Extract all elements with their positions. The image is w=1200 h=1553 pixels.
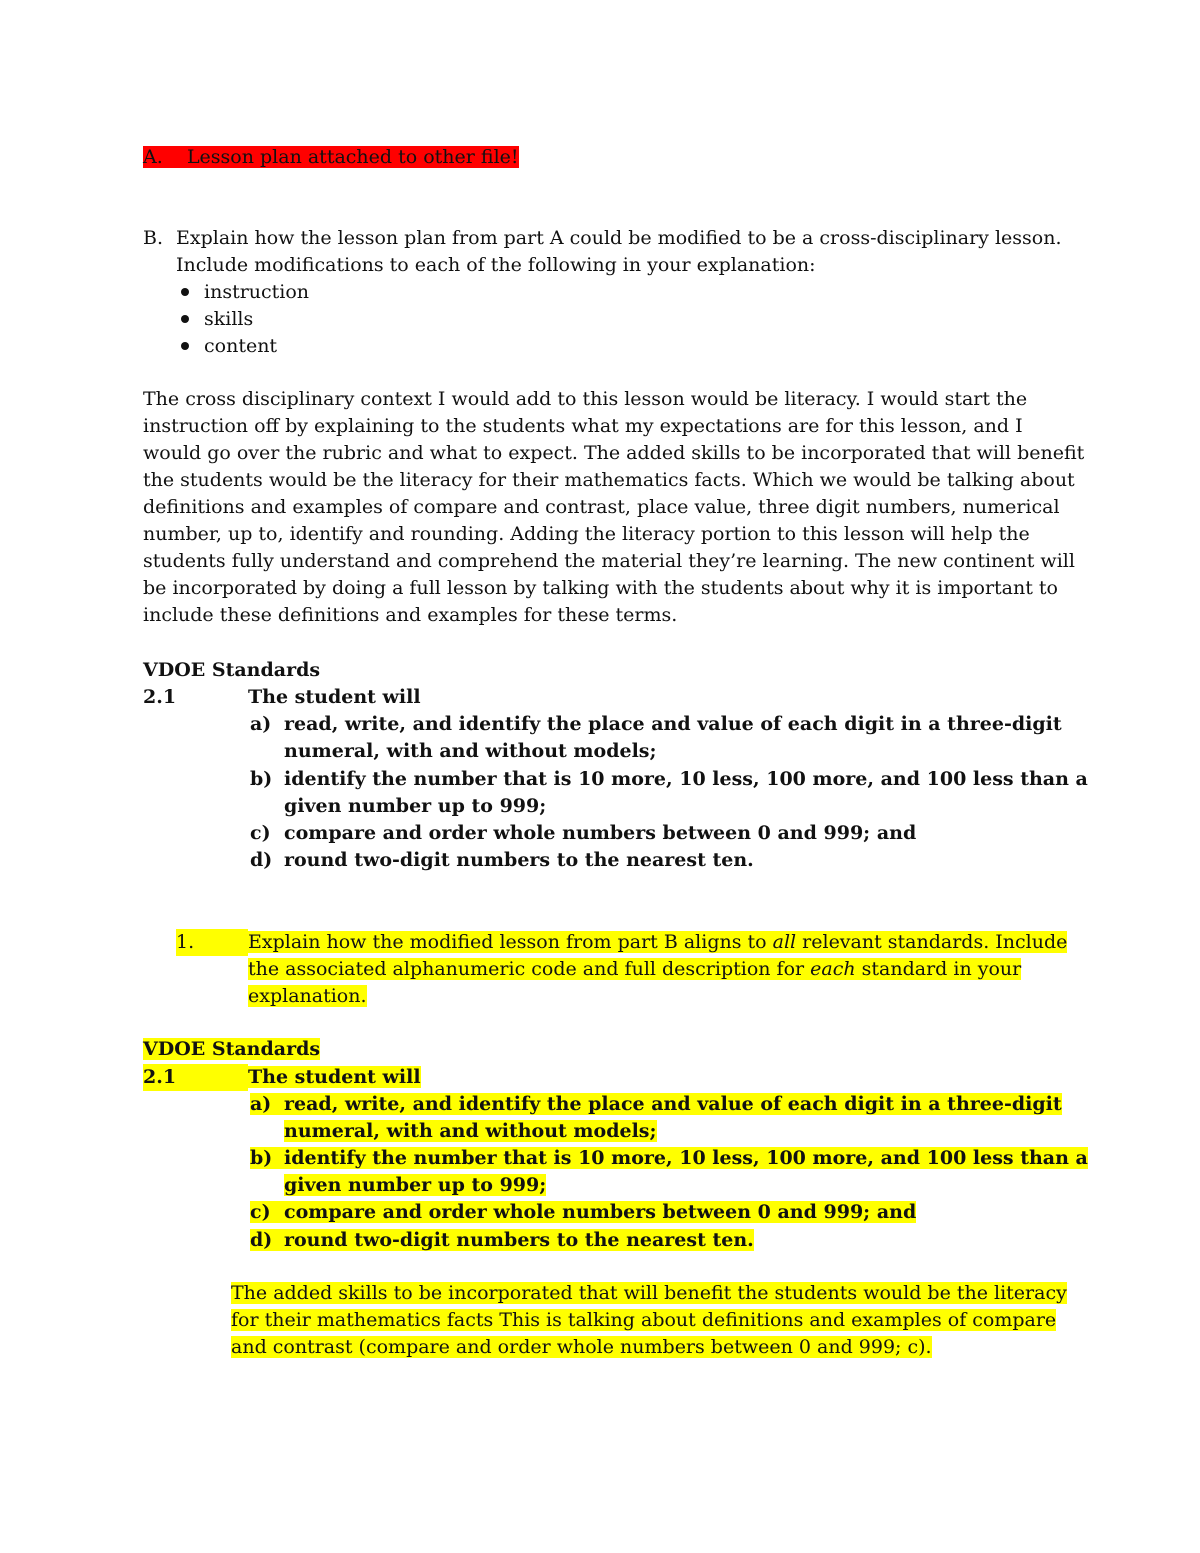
- standard-item-marker: d): [250, 849, 273, 871]
- standard-code-highlighted: 2.1: [143, 1064, 248, 1091]
- paragraph-line: number, up to, identify and rounding. Adding the literacy portion to this lesson will help the: [143, 523, 1030, 545]
- standard-item-text-highlighted: round two-digit numbers to the nearest ten.: [284, 1229, 754, 1251]
- section-b-line1: Explain how the lesson plan from part A could be modified to be a cross-disciplinary lesson.: [176, 227, 1062, 249]
- section-b-marker: B.: [143, 227, 164, 249]
- paragraph-line: students fully understand and comprehend the material they’re learning. The new continent will: [143, 550, 1075, 572]
- standard-item-highlighted: c): [250, 1199, 297, 1226]
- standards-heading-highlighted: VDOE Standards: [143, 1038, 321, 1060]
- standard-item-text: numeral, with and without models;: [284, 740, 657, 762]
- standard-item-highlighted: a): [250, 1091, 298, 1118]
- paragraph-line: the students would be the literacy for their mathematics facts. Which we would be talking about: [143, 469, 1075, 491]
- paragraph-line: instruction off by explaining to the students what my expectations are for this lesson, and I: [143, 415, 1023, 437]
- question-1-marker: 1.: [176, 929, 248, 956]
- section-b-line2: Include modifications to each of the following in your explanation:: [176, 254, 816, 276]
- standard-item-text: identify the number that is 10 more, 10 less, 100 more, and 100 less than a: [284, 768, 1088, 790]
- standard-item-text-highlighted: identify the number that is 10 more, 10 less, 100 more, and 100 less than a: [284, 1147, 1088, 1169]
- standard-item-text: round two-digit numbers to the nearest ten.: [284, 849, 754, 871]
- standard-lead: The student will: [248, 686, 421, 708]
- standard-lead-highlighted: The student will: [248, 1066, 421, 1088]
- standard-item-highlighted: d): [250, 1227, 299, 1254]
- bullet-dot-icon: [181, 315, 189, 323]
- standard-item-text-highlighted: compare and order whole numbers between 0 and 999; and: [284, 1201, 917, 1223]
- standard-item-text-highlighted: read, write, and identify the place and value of each digit in a three-digit: [284, 1093, 1062, 1115]
- bullet-instruction: instruction: [204, 281, 310, 303]
- paragraph-line: be incorporated by doing a full lesson by talking with the students about why it is important to: [143, 577, 1058, 599]
- question-1-line2: the associated alphanumeric code and full description for each standard in your: [248, 958, 1022, 980]
- paragraph-line: definitions and examples of compare and contrast, place value, three digit numbers, numerical: [143, 496, 1060, 518]
- section-a: [143, 144, 519, 171]
- standard-item-text-highlighted: numeral, with and without models;: [284, 1120, 657, 1142]
- standard-item-text: given number up to 999;: [284, 795, 547, 817]
- standards-heading: VDOE Standards: [143, 659, 321, 681]
- standard-code: 2.1: [143, 686, 177, 708]
- paragraph-line: include these definitions and examples for these terms.: [143, 604, 678, 626]
- section-a-text: Lesson plan attached to other file!: [186, 146, 519, 168]
- paragraph-line: would go over the rubric and what to expect. The added skills to be incorporated that will benefit: [143, 442, 1085, 464]
- final-paragraph-line: The added skills to be incorporated that will benefit the students would be the literacy: [231, 1282, 1067, 1304]
- standard-item-text: compare and order whole numbers between 0 and 999; and: [284, 822, 917, 844]
- bullet-content: content: [204, 335, 278, 357]
- standard-item-text-highlighted: given number up to 999;: [284, 1174, 547, 1196]
- standard-item-marker: a): [250, 713, 272, 735]
- standard-item-marker: b): [250, 768, 273, 790]
- section-a-marker: A.: [143, 146, 163, 168]
- standard-item-marker: c): [250, 822, 271, 844]
- bullet-skills: skills: [204, 308, 254, 330]
- bullet-dot-icon: [181, 342, 189, 350]
- paragraph-line: The cross disciplinary context I would add to this lesson would be literacy. I would start the: [143, 388, 1028, 410]
- bullet-dot-icon: [181, 288, 189, 296]
- question-1-line1: Explain how the modified lesson from part B aligns to all relevant standards. Include: [248, 931, 1068, 953]
- standard-item-highlighted: b): [250, 1145, 299, 1172]
- final-paragraph-line: and contrast (compare and order whole numbers between 0 and 999; c).: [231, 1336, 932, 1358]
- final-paragraph-line: for their mathematics facts This is talking about definitions and examples of compare: [231, 1309, 1057, 1331]
- cross-disciplinary-paragraph: [143, 386, 1085, 629]
- question-1-line3: explanation.: [248, 985, 367, 1007]
- standard-item-text: read, write, and identify the place and value of each digit in a three-digit: [284, 713, 1062, 735]
